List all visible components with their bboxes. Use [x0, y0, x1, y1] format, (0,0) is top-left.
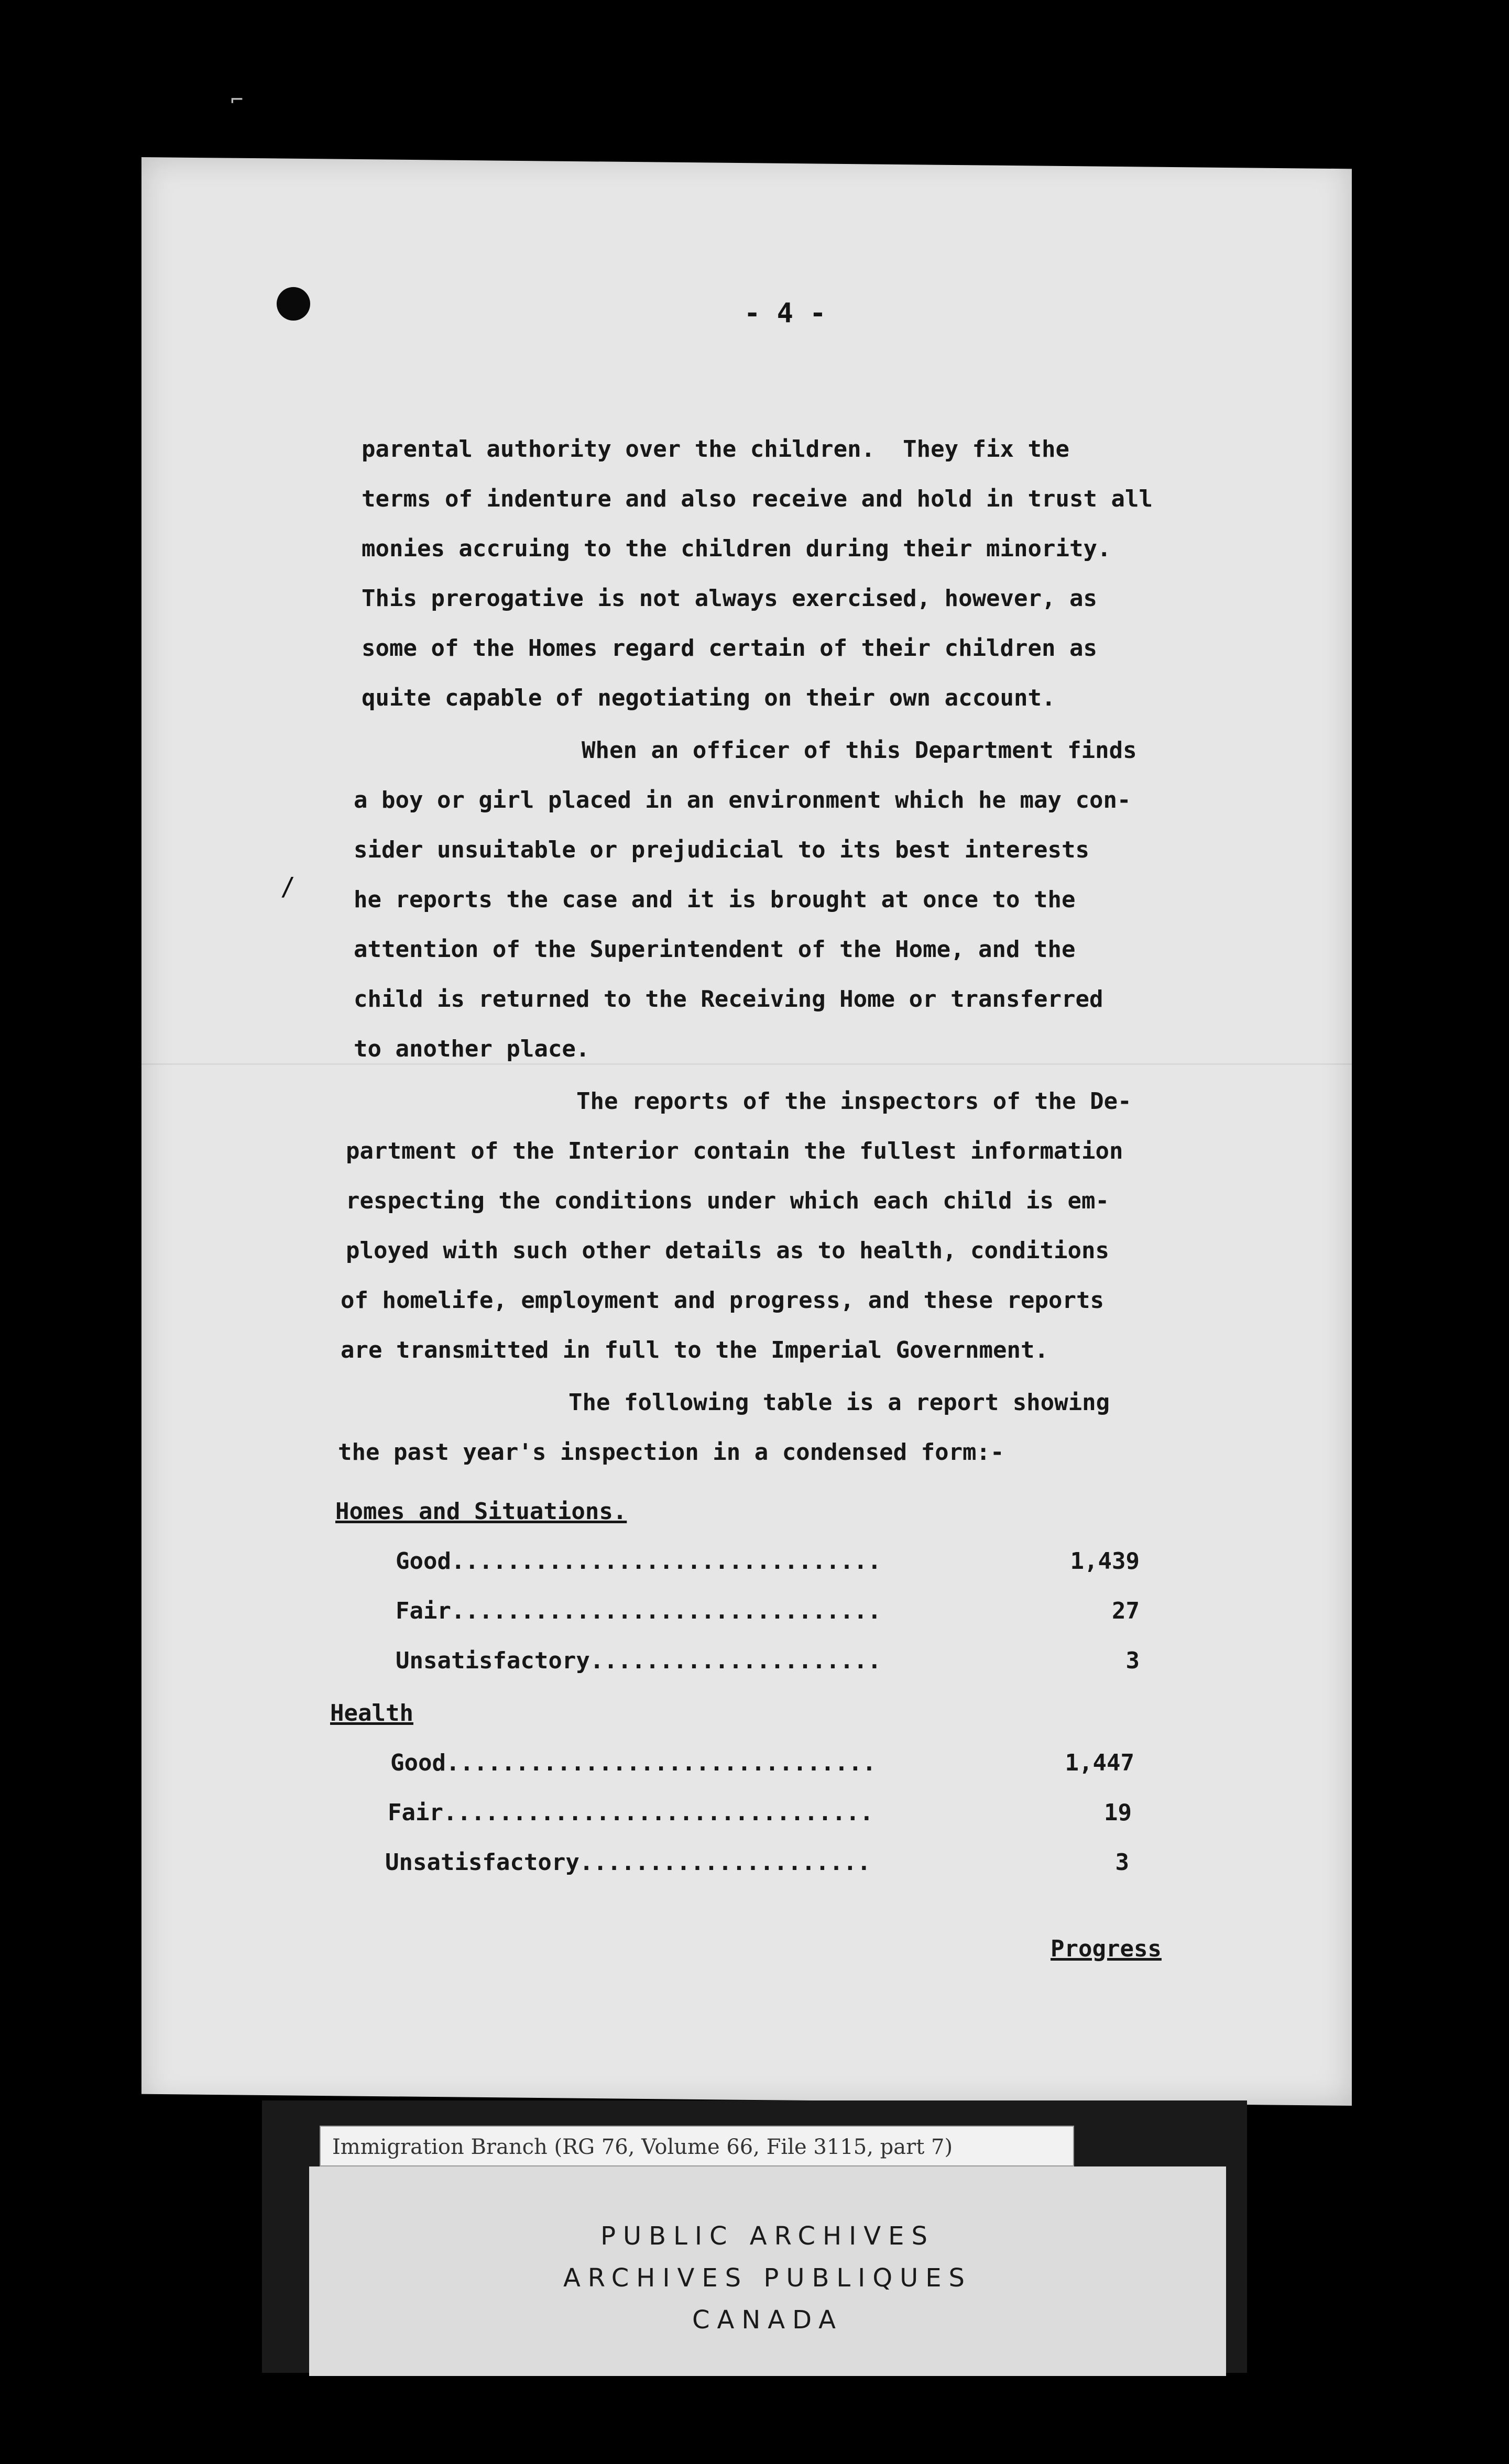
text-line: parental authority over the children. They fix the — [362, 436, 1070, 463]
margin-mark: / — [280, 872, 296, 901]
text-line: a boy or girl placed in an environment which he may con- — [354, 787, 1131, 813]
table-row — [396, 1548, 1140, 1579]
table-heading-homes: Homes and Situations. — [335, 1498, 627, 1525]
row-label: Fair............................... — [388, 1799, 874, 1826]
text-line: respecting the conditions under which each child is em- — [346, 1187, 1109, 1214]
row-value: 19 — [1104, 1799, 1132, 1826]
text-line: partment of the Interior contain the fullest information — [346, 1138, 1123, 1164]
text-line: The following table is a report showing — [568, 1389, 1110, 1416]
row-value: 27 — [1112, 1598, 1140, 1624]
row-label: Unsatisfactory..................... — [396, 1647, 882, 1674]
table-row — [396, 1598, 1140, 1629]
row-label: Good............................... — [396, 1548, 882, 1575]
film-speck: ⌐ — [231, 88, 244, 112]
catchword: Progress — [1051, 1935, 1162, 1962]
stamp-line-2: ARCHIVES PUBLIQUES — [563, 2263, 972, 2293]
stamp-line-3: CANADA — [692, 2305, 844, 2335]
text-line: When an officer of this Department finds — [582, 737, 1137, 764]
row-label: Good............................... — [390, 1750, 877, 1776]
row-value: 3 — [1125, 1647, 1140, 1674]
text-line: quite capable of negotiating on their own account. — [362, 685, 1056, 711]
row-value: 3 — [1115, 1849, 1129, 1876]
table-row — [385, 1849, 1129, 1880]
table-row — [390, 1750, 1134, 1781]
table-row — [396, 1647, 1140, 1679]
text-line: sider unsuitable or prejudicial to its best interests — [354, 837, 1089, 863]
text-line: ployed with such other details as to health, conditions — [346, 1237, 1109, 1264]
archive-stamp — [309, 2166, 1226, 2376]
text-line: to another place. — [354, 1036, 590, 1062]
archive-reference-label: Immigration Branch (RG 76, Volume 66, File 3115, part 7) — [320, 2126, 1074, 2166]
text-line: some of the Homes regard certain of their children as — [362, 635, 1097, 662]
text-line: This prerogative is not always exercised, however, as — [362, 585, 1097, 612]
row-label: Unsatisfactory..................... — [385, 1849, 871, 1876]
stamp-line-1: PUBLIC ARCHIVES — [600, 2221, 935, 2251]
table-row — [388, 1799, 1132, 1831]
row-label: Fair............................... — [396, 1598, 882, 1624]
text-line: The reports of the inspectors of the De- — [576, 1088, 1132, 1115]
text-line: attention of the Superintendent of the Home, and the — [354, 936, 1076, 963]
text-line: the past year's inspection in a condensed form:- — [338, 1439, 1004, 1466]
text-line: terms of indenture and also receive and hold in trust all — [362, 486, 1153, 512]
table-heading-health: Health — [330, 1700, 413, 1726]
text-line: child is returned to the Receiving Home or transferred — [354, 986, 1103, 1013]
row-value: 1,447 — [1065, 1750, 1134, 1776]
text-line: monies accruing to the children during their minority. — [362, 535, 1111, 562]
punch-hole — [277, 287, 310, 321]
text-line: are transmitted in full to the Imperial Government. — [341, 1337, 1049, 1363]
row-value: 1,439 — [1070, 1548, 1140, 1575]
page-number: - 4 - — [744, 298, 826, 329]
text-line: of homelife, employment and progress, and these reports — [341, 1287, 1104, 1314]
text-line: he reports the case and it is brought at once to the — [354, 886, 1076, 913]
